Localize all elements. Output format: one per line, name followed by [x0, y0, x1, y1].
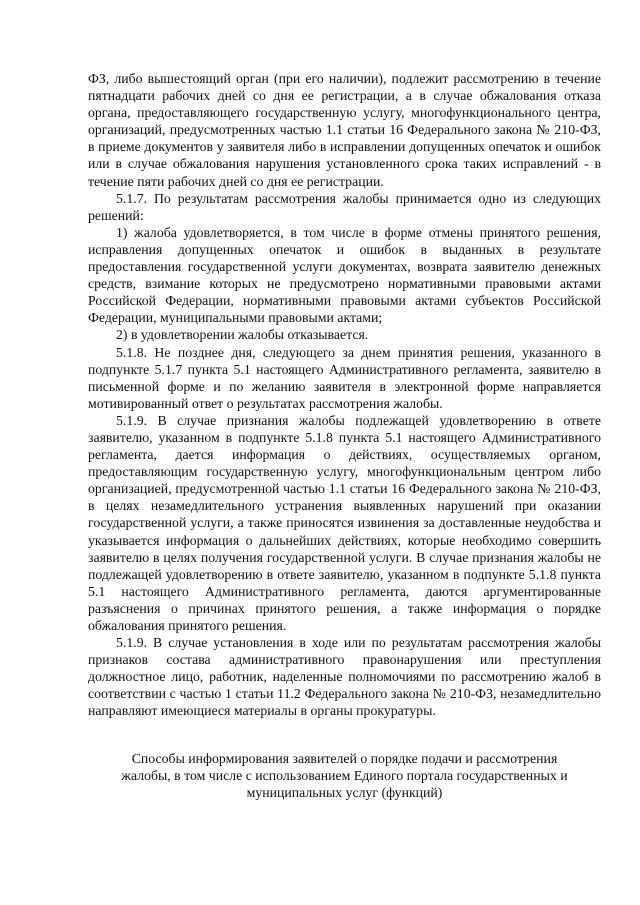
- paragraph-item-2: 2) в удовлетворении жалобы отказывается.: [116, 327, 369, 343]
- paragraph-5-1-8: 5.1.8. Не позднее дня, следующего за днем принятия решения, указанного в подпункте 5.1.7 пункта 5.1 настоящего Административного регламента, заявителю в письменной форме и по желанию заявителя в электронной форме направляется мотивированный ответ о результатах рассмотрения жалобы.: [88, 344, 601, 411]
- heading-line: жалобы, в том числе с использованием Единого портала государственных и: [121, 767, 568, 783]
- paragraph-5-1-7: 5.1.7. По результатам рассмотрения жалобы принимается одно из следующих решений:: [88, 190, 601, 223]
- paragraph-5-1-9-b: 5.1.9. В случае установления в ходе или по результатам рассмотрения жалобы признаков состава административного правонарушения или преступления должностное лицо, работник, наделенные полномочиями по рассмотрению жалоб в соответствии с частью 1 статьи 11.2 Федерального закона № 210-ФЗ, незамедлительно направляют имеющиеся материалы в органы прокуратуры.: [88, 635, 601, 719]
- paragraph-item-1: 1) жалоба удовлетворяется, в том числе в форме отмены принятого решения, исправления допущенных опечаток и ошибок в выданных в результате предоставления государственной услуги документах, возврата заявителю денежных средств, взимание которых не предусмотрено нормативными правовыми актами Российской Федерации, нормативными правовыми актами субъектов Российской Федерации, муниципальными правовыми актами;: [88, 224, 601, 326]
- paragraph-continuation: ФЗ, либо вышестоящий орган (при его наличии), подлежит рассмотрению в течение пятнадцати рабочих дней со дня ее регистрации, а в случае обжалования отказа органа, предоставляющего государственную услугу, многофункционального центра, организаций, предусмотренных частью 1.1 статьи 16 Федерального закона № 210-ФЗ, в приеме документов у заявителя либо в исправлении допущенных опечаток и ошибок или в случае обжалования нарушения установленного срока таких исправлений - в течение пяти рабочих дней со дня ее регистрации.: [88, 71, 601, 189]
- heading-line: муниципальных услуг (функций): [246, 784, 443, 800]
- paragraph-5-1-9-a: 5.1.9. В случае признания жалобы подлежащей удовлетворению в ответе заявителю, указанном в подпункте 5.1.8 пункта 5.1 настоящего Административного регламента, дается информация о действиях, осуществляемых органом, предоставляющим государственную услугу, многофункциональным центром либо организацией, предусмотренной частью 1.1 статьи 16 Федерального закона № 210-ФЗ, в целях незамедлительного устранения выявленных нарушений при оказании государственной услуги, а также приносятся извинения за доставленные неудобства и указывается информация о дальнейших действиях, которые необходимо совершить заявителю в целях получения государственной услуги. В случае признания жалобы не подлежащей удовлетворению в ответе заявителю, указанном в подпункте 5.1.8 пункта 5.1 настоящего Административного регламента, даются аргументированные разъяснения о причинах принятого решения, а также информация о порядке обжалования принятого решения.: [88, 412, 601, 633]
- document-body: [88, 70, 601, 720]
- section-heading: [88, 750, 601, 801]
- heading-line: Способы информирования заявителей о порядке подачи и рассмотрения: [131, 750, 558, 766]
